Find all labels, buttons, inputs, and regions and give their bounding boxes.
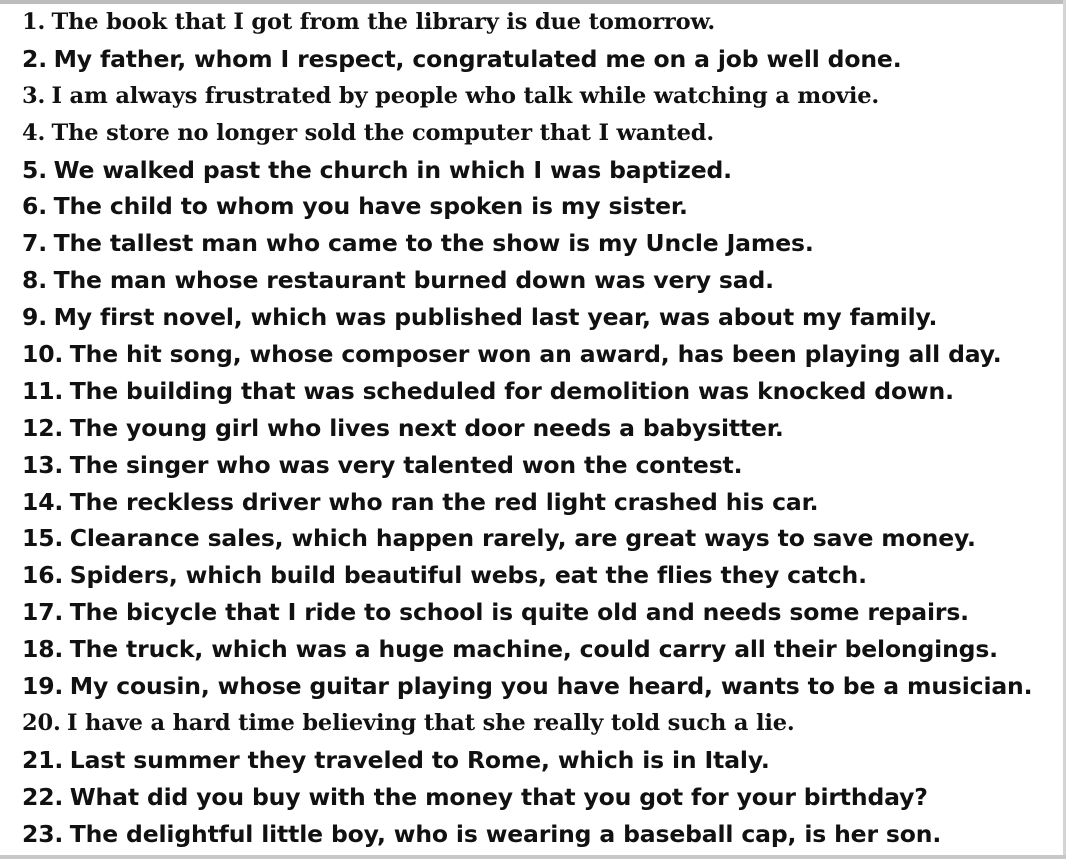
sentence-number: 14.	[22, 487, 64, 516]
bottom-border	[0, 855, 1066, 859]
sentence-number: 17.	[22, 598, 64, 627]
sentence-item	[22, 78, 1062, 115]
sentence-number: 5.	[22, 155, 47, 184]
sentence-item	[22, 447, 1062, 484]
sentence-text: We walked past the church in which I was baptized.	[53, 155, 732, 184]
sentence-number: 12.	[22, 413, 64, 442]
sentence-text: What did you buy with the money that you got for your birthday?	[69, 782, 928, 811]
sentence-item	[22, 742, 1062, 779]
sentence-text: Spiders, which build beautiful webs, eat the flies they catch.	[69, 561, 867, 590]
sentence-item	[22, 557, 1062, 594]
sentence-number: 8.	[22, 266, 47, 295]
sentence-number: 2.	[22, 44, 47, 73]
sentence-item	[22, 594, 1062, 631]
sentence-item	[22, 336, 1062, 373]
sentence-text: The building that was scheduled for demolition was knocked down.	[69, 376, 954, 405]
sentence-text: The hit song, whose composer won an award, has been playing all day.	[69, 340, 1002, 369]
sentence-number: 15.	[22, 524, 64, 553]
sentence-number: 20.	[22, 709, 61, 736]
sentence-text: The tallest man who came to the show is my Uncle James.	[53, 229, 814, 258]
sentence-text: Clearance sales, which happen rarely, are great ways to save money.	[69, 524, 976, 553]
sentence-text: My father, whom I respect, congratulated me on a job well done.	[53, 44, 902, 73]
sentence-item	[22, 4, 1062, 41]
sentence-text: I have a hard time believing that she really told such a lie.	[67, 709, 795, 736]
sentence-number: 7.	[22, 229, 47, 258]
sentence-text: I am always frustrated by people who talk while watching a movie.	[51, 82, 880, 109]
sentence-item	[22, 520, 1062, 557]
sentence-text: The young girl who lives next door needs a babysitter.	[69, 413, 784, 442]
sentence-number: 22.	[22, 782, 64, 811]
sentence-number: 16.	[22, 561, 64, 590]
sentence-text: The book that I got from the library is due tomorrow.	[51, 9, 716, 35]
sentence-number: 3.	[22, 82, 46, 109]
sentence-item	[22, 225, 1062, 262]
sentence-item	[22, 816, 1062, 853]
sentence-number: 6.	[22, 192, 47, 221]
sentence-number: 21.	[22, 745, 64, 774]
sentence-number: 4.	[22, 119, 46, 146]
sentence-item	[22, 262, 1062, 299]
sentence-item	[22, 484, 1062, 521]
sentence-item	[22, 410, 1062, 447]
sentence-item	[22, 115, 1062, 152]
sentence-item	[22, 299, 1062, 336]
sentence-text: The singer who was very talented won the contest.	[69, 450, 743, 479]
sentence-item	[22, 779, 1062, 816]
sentence-text: The child to whom you have spoken is my sister.	[53, 192, 688, 221]
sentence-item	[22, 41, 1062, 78]
sentence-number: 18.	[22, 635, 64, 664]
sentence-text: The truck, which was a huge machine, could carry all their belongings.	[69, 635, 998, 664]
sentence-item	[22, 631, 1062, 668]
sentence-text: My cousin, whose guitar playing you have heard, wants to be a musician.	[69, 672, 1033, 701]
sentence-item	[22, 705, 1062, 742]
sentence-text: Last summer they traveled to Rome, which is in Italy.	[69, 745, 770, 774]
sentence-text: The reckless driver who ran the red light crashed his car.	[69, 487, 819, 516]
sentence-text: The store no longer sold the computer that I wanted.	[51, 119, 715, 146]
sentence-list	[22, 4, 1062, 852]
sentence-text: The man whose restaurant burned down was very sad.	[53, 266, 774, 295]
sentence-number: 23.	[22, 819, 64, 848]
sentence-number: 13.	[22, 450, 64, 479]
sentence-number: 1.	[22, 9, 46, 35]
sentence-text: The delightful little boy, who is wearing a baseball cap, is her son.	[69, 819, 942, 848]
sentence-text: The bicycle that I ride to school is quite old and needs some repairs.	[69, 598, 969, 627]
sentence-item	[22, 188, 1062, 225]
sentence-text: My first novel, which was published last year, was about my family.	[53, 303, 938, 332]
sentence-item	[22, 373, 1062, 410]
sentence-number: 19.	[22, 672, 64, 701]
sentence-number: 11.	[22, 376, 64, 405]
sentence-number: 10.	[22, 340, 64, 369]
sentence-item	[22, 152, 1062, 189]
sentence-item	[22, 668, 1062, 705]
sentence-number: 9.	[22, 303, 47, 332]
